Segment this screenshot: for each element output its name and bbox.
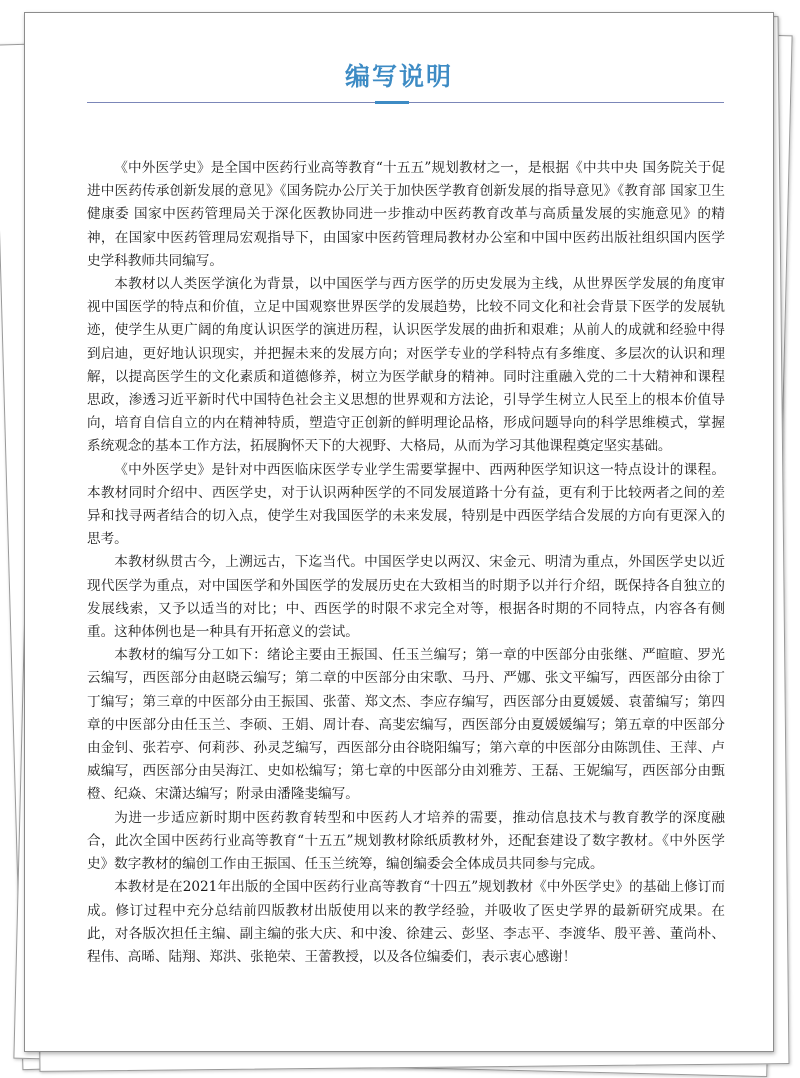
document-page: [24, 12, 774, 1052]
paragraph: 本教材是在2021年出版的全国中医药行业高等教育“十四五”规划教材《中外医学史》的基础上修订而成。修订过程中充分总结前四版教材出版使用以来的教学经验，并吸收了医史学界的最新研究成果。在此，对各版次担任主编、副主编的张大庆、和中浚、徐建云、彭坚、李志平、李渡华、殷平善、董尚朴、程伟、高晞、陆翔、郑洪、张艳荣、王蕾教授，以及各位编委们，表示衷心感谢！: [87, 879, 725, 965]
paragraph: 《中外医学史》是全国中医药行业高等教育“十五五”规划教材之一，是根据《中共中央 国务院关于促进中医药传承创新发展的意见》《国务院办公厅关于加快医学教育创新发展的指导意见》《教育部 国家卫生健康委 国家中医药管理局关于深化医教协同进一步推动中医药教育改革与高质量发展的实施意见》的精神，在国家中医药管理局宏观指导下，由国家中医药管理局教材办公室和中国中医药出版社组织国内医学史学科教师共同编写。: [87, 160, 725, 269]
paragraph: 本教材纵贯古今，上溯远古，下迄当代。中国医学史以两汉、宋金元、明清为重点，外国医学史以近现代医学为重点，对中国医学和外国医学的发展历史在大致相当的时期予以并行介绍，既保持各自独立的发展线索，又予以适当的对比；中、西医学的时限不求完全对等，根据各时期的不同特点，内容各有侧重。这种体例也是一种具有开拓意义的尝试。: [87, 554, 725, 641]
title-divider-accent: [375, 101, 409, 104]
page-title: 编写说明: [344, 62, 453, 91]
paragraph: 为进一步适应新时期中医药教育转型和中医药人才培养的需要，推动信息技术与教育教学的深度融合，此次全国中医药行业高等教育“十五五”规划教材除纸质教材外，还配套建设了数字教材。《中外医学史》数字教材的编创工作由王振国、任玉兰统筹，编创编委会全体成员共同参与完成。: [87, 809, 725, 873]
paragraph: 本教材以人类医学演化为背景，以中国医学与西方医学的历史发展为主线，从世界医学发展的角度审视中国医学的特点和价值，立足中国观察世界医学的发展趋势，比较不同文化和社会背景下医学的发展轨迹，使学生从更广阔的角度认识医学的演进历程，认识医学发展的曲折和艰难；从前人的成就和经验中得到启迪，更好地认识现实，并把握未来的发展方向；对医学专业的学科特点有多维度、多层次的认识和理解，以提高医学生的文化素质和道德修养，树立为医学献身的精神。同时注重融入党的二十大精神和课程思政，渗透习近平新时代中国特色社会主义思想的世界观和方法论，引导学生树立人民至上的根本价值导向，培育自信自立的内在精神特质，塑造守正创新的鲜明理论品格，形成问题导向的科学思维模式，掌握系统观念的基本工作方法，拓展胸怀天下的大视野、大格局，从而为学习其他课程奠定坚实基础。: [87, 276, 725, 455]
paragraph: 《中外医学史》是针对中西医临床医学专业学生需要掌握中、西两种医学知识这一特点设计的课程。本教材同时介绍中、西医学史，对于认识两种医学的不同发展道路十分有益，更有利于比较两者之间的差异和找寻两者结合的切入点，使学生对我国医学的未来发展，特别是中西医学结合发展的方向有更深入的思考。: [87, 461, 725, 548]
paragraph: 本教材的编写分工如下：绪论主要由王振国、任玉兰编写；第一章的中医部分由张继、严暄暄、罗光云编写，西医部分由赵晓云编写；第二章的中医部分由宋歌、马丹、严娜、张文平编写，西医部分由徐丁丁编写；第三章的中医部分由王振国、张蕾、郑文杰、李应存编写，西医部分由夏媛媛、袁蕾编写；第四章的中医部分由任玉兰、李硕、王娟、周计春、高斐宏编写，西医部分由夏媛媛编写；第五章的中医部分由金钊、张若亭、何莉莎、孙灵芝编写，西医部分由谷晓阳编写；第六章的中医部分由陈凯佳、王萍、卢威编写，西医部分由吴海江、史如松编写；第七章的中医部分由刘雅芳、王磊、王妮编写，西医部分由甄橙、纪焱、宋潇达编写；附录由潘隆斐编写。: [87, 647, 725, 803]
document-body: [87, 157, 725, 969]
